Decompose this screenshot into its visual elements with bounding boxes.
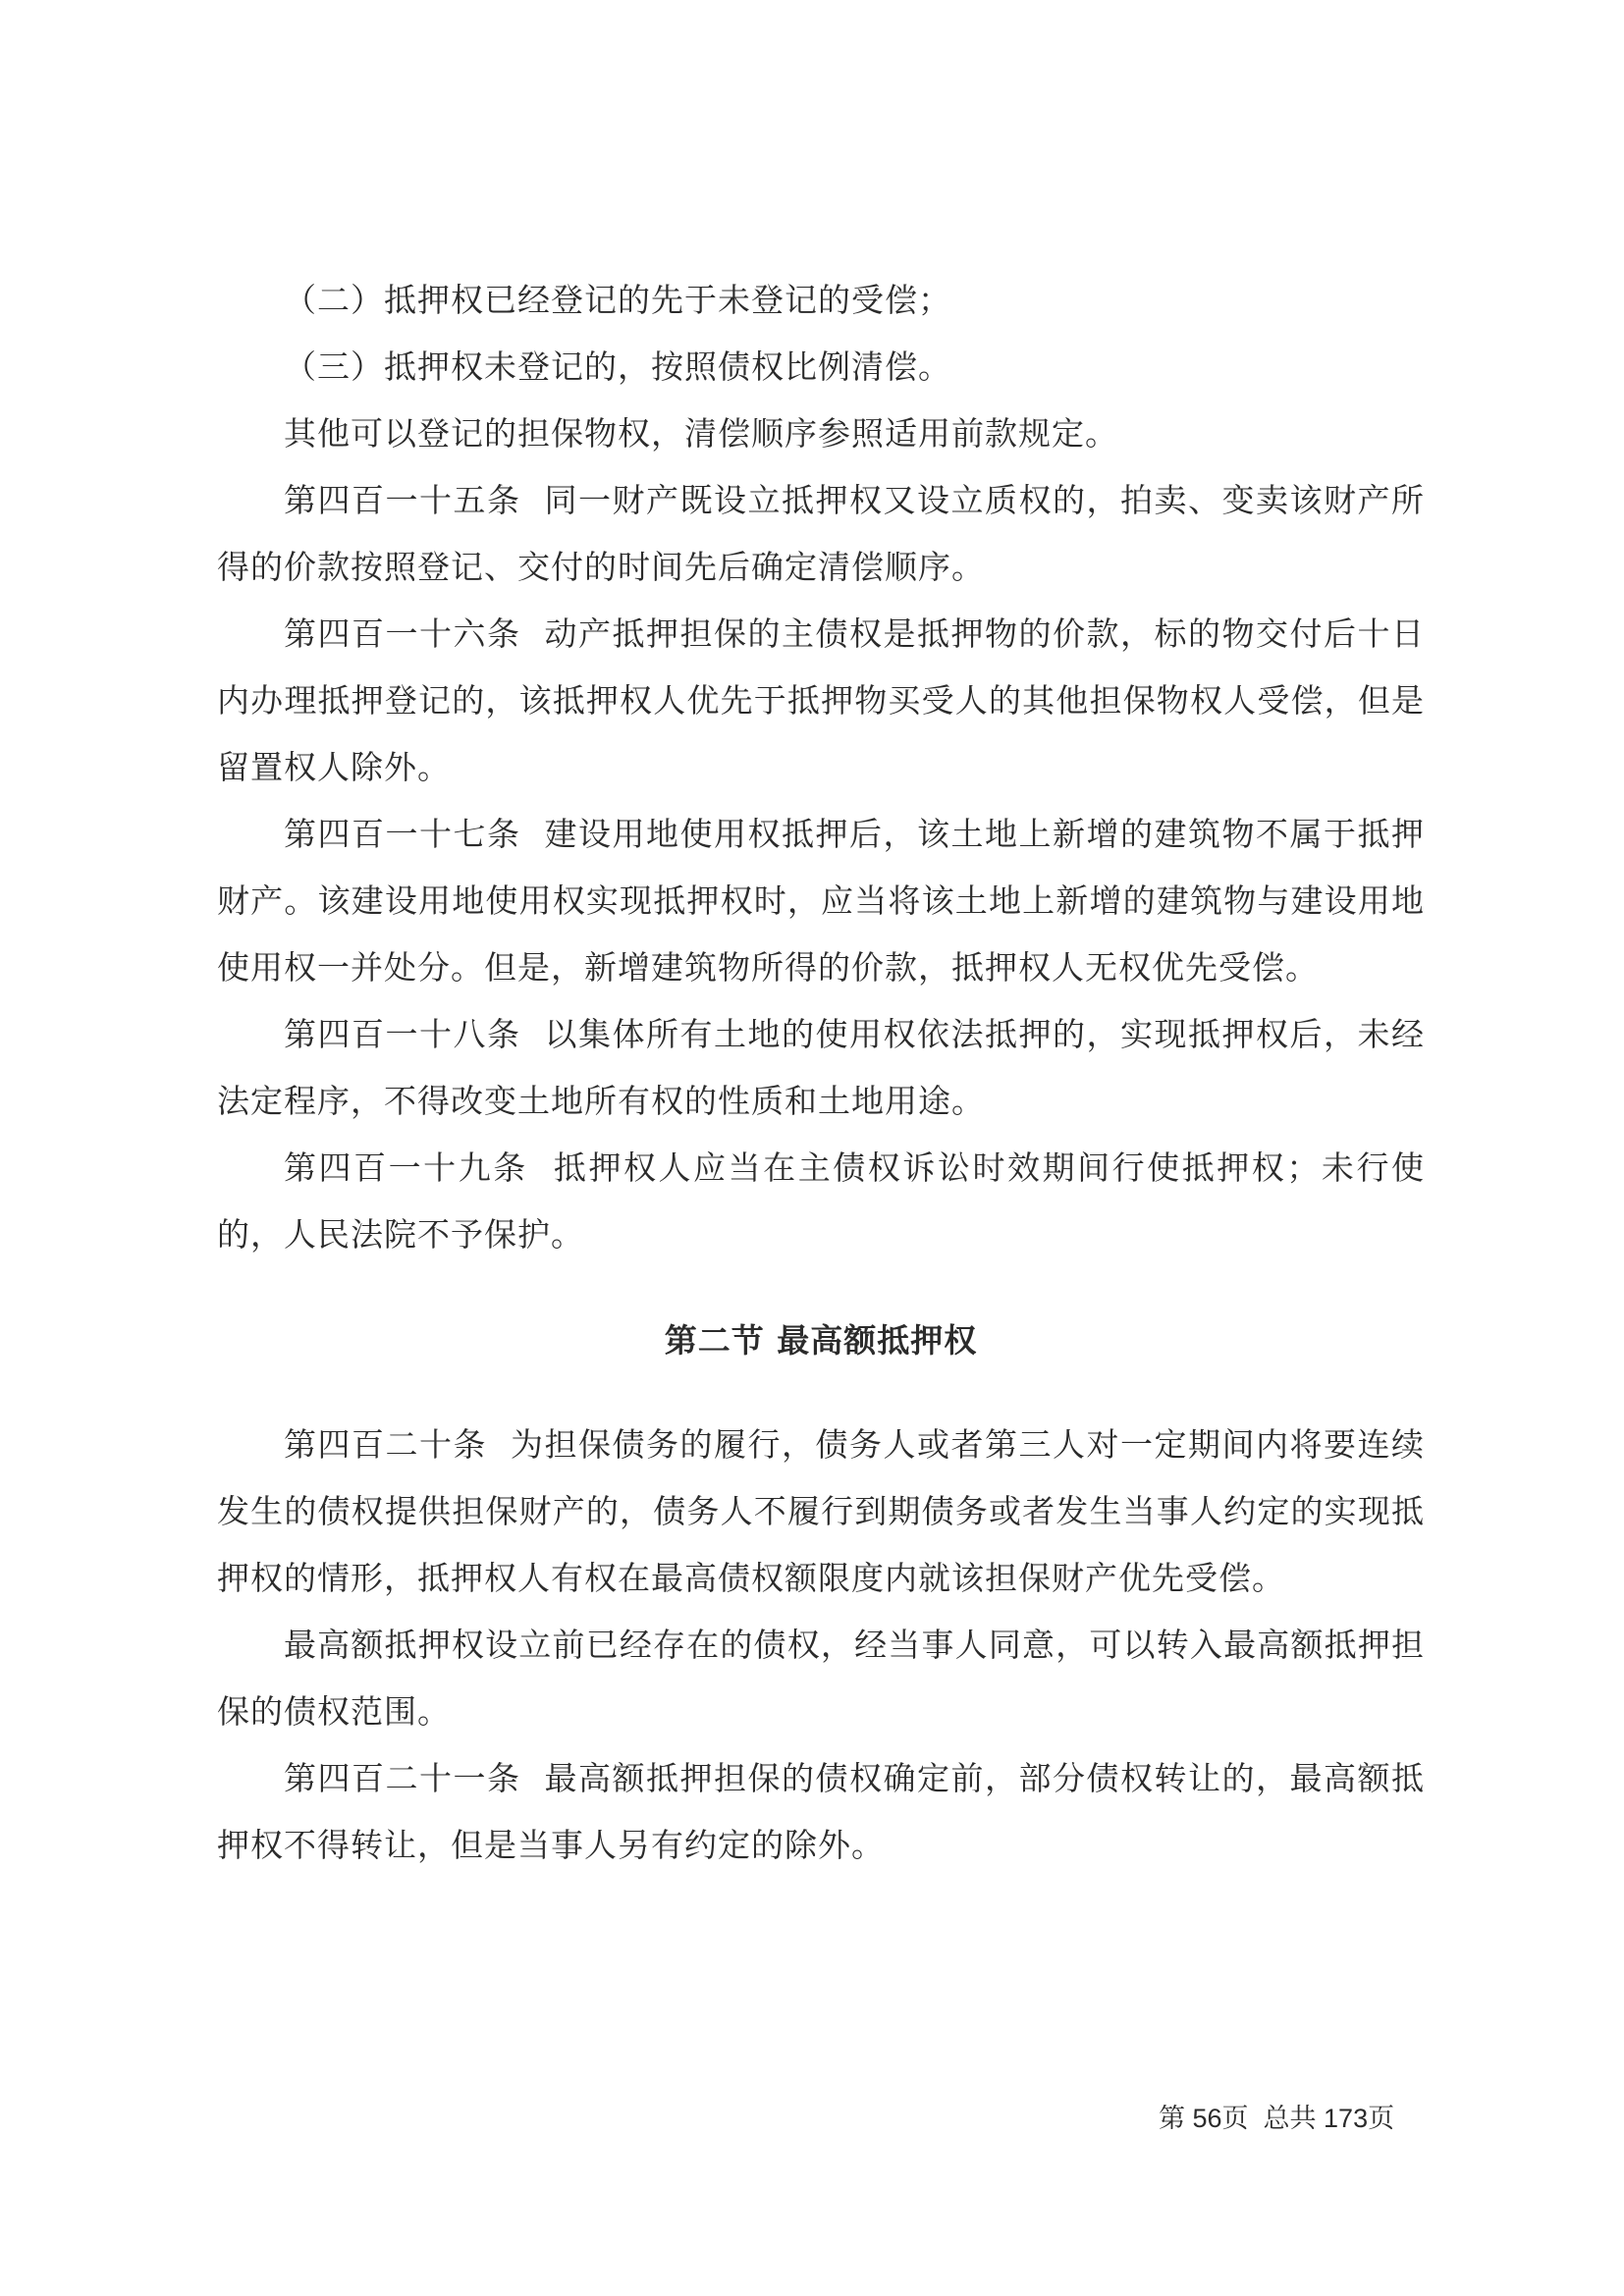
paragraph: （二）抵押权已经登记的先于未登记的受偿； bbox=[284, 281, 951, 319]
article-421: 第四百二十一条 最高额抵押担保的债权确定前，部分债权转让的，最高额抵押权不得转让，但是当事人另有约定的除外。 bbox=[217, 1759, 1425, 1864]
paragraph: 其他可以登记的担保物权，清偿顺序参照适用前款规定。 bbox=[284, 414, 1118, 453]
page-number: 第 56页 总共 173页 bbox=[1159, 2104, 1395, 2133]
paragraph: （三）抵押权未登记的，按照债权比例清偿。 bbox=[284, 347, 951, 386]
paragraph: 最高额抵押权设立前已经存在的债权，经当事人同意，可以转入最高额抵押担保的债权范围。 bbox=[217, 1626, 1425, 1731]
article-415: 第四百一十五条 同一财产既设立抵押权又设立质权的，拍卖、变卖该财产所得的价款按照登记、交付的时间先后确定清偿顺序。 bbox=[217, 481, 1425, 586]
article-420: 第四百二十条 为担保债务的履行，债务人或者第三人对一定期间内将要连续发生的债权提供担保财产的，债务人不履行到期债务或者发生当事人约定的实现抵押权的情形，抵押权人有权在最高债权额限度内就该担保财产优先受偿。 bbox=[217, 1425, 1425, 1597]
article-418: 第四百一十八条 以集体所有土地的使用权依法抵押的，实现抵押权后，未经法定程序，不得改变土地所有权的性质和土地用途。 bbox=[217, 1015, 1425, 1120]
article-416: 第四百一十六条 动产抵押担保的主债权是抵押物的价款，标的物交付后十日内办理抵押登记的，该抵押权人优先于抵押物买受人的其他担保物权人受偿，但是留置权人除外。 bbox=[217, 614, 1425, 786]
article-417: 第四百一十七条 建设用地使用权抵押后，该土地上新增的建筑物不属于抵押财产。该建设用地使用权实现抵押权时，应当将该土地上新增的建筑物与建设用地使用权一并处分。但是，新增建筑物所得的价款，抵押权人无权优先受偿。 bbox=[217, 815, 1425, 987]
page-body bbox=[217, 267, 1425, 1879]
section-title: 第二节 最高额抵押权 bbox=[664, 1321, 978, 1360]
article-419: 第四百一十九条 抵押权人应当在主债权诉讼时效期间行使抵押权；未行使的，人民法院不予保护。 bbox=[217, 1148, 1425, 1254]
